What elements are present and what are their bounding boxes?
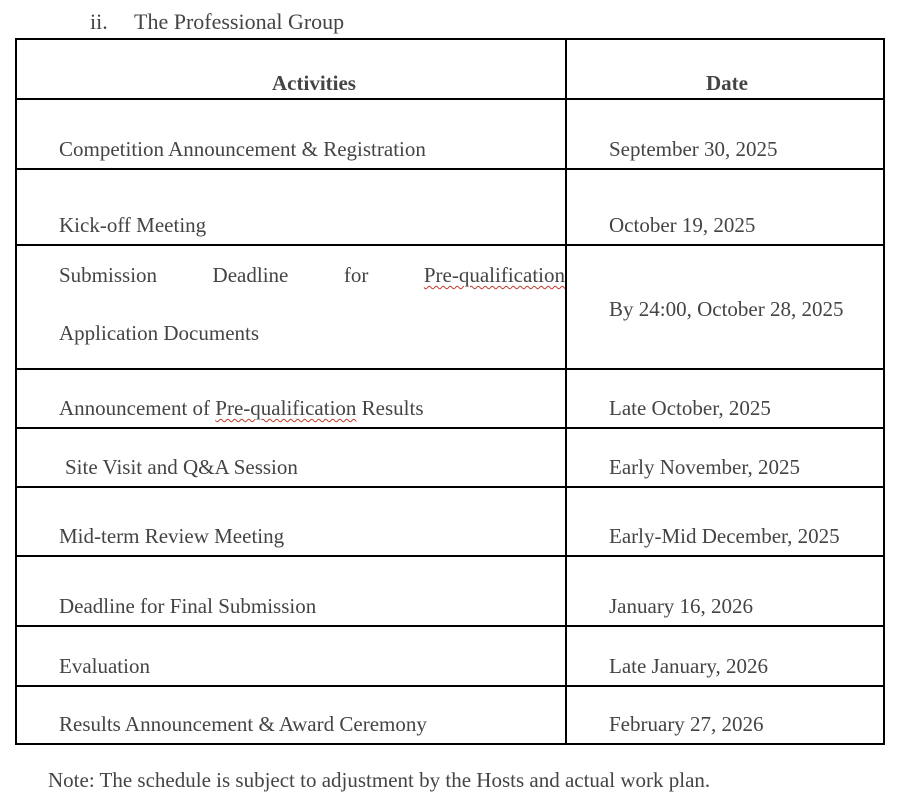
date-cell: Late January, 2026 <box>566 626 884 686</box>
activity-cell <box>16 245 566 369</box>
table-row <box>16 369 884 428</box>
activity-cell: Evaluation <box>16 626 566 686</box>
activity-cell: Mid-term Review Meeting <box>16 487 566 556</box>
date-cell: February 27, 2026 <box>566 686 884 744</box>
activity-cell <box>16 428 566 487</box>
activity-line-1 <box>59 246 565 304</box>
spellcheck-flagged-word: Pre-qualification <box>215 396 357 420</box>
table-row <box>16 626 884 686</box>
activity-line-2: Application Documents <box>59 321 260 345</box>
date-cell: September 30, 2025 <box>566 99 884 169</box>
activity-cell: Results Announcement & Award Ceremony <box>16 686 566 744</box>
spellcheck-flagged-word: Pre-qualification <box>423 263 565 287</box>
header-date: Date <box>566 39 884 99</box>
word: Submission <box>59 263 158 287</box>
date-cell: Early-Mid December, 2025 <box>566 487 884 556</box>
table-row <box>16 556 884 626</box>
table-row <box>16 487 884 556</box>
date-cell: Early November, 2025 <box>566 428 884 487</box>
word: for <box>343 263 369 287</box>
table-row <box>16 428 884 487</box>
activity-cell <box>16 369 566 428</box>
activity-cell: Kick-off Meeting <box>16 169 566 245</box>
table-row <box>16 99 884 169</box>
table-header-row <box>16 39 884 99</box>
date-cell: Late October, 2025 <box>566 369 884 428</box>
activity-cell: Deadline for Final Submission <box>16 556 566 626</box>
word: Deadline <box>212 263 289 287</box>
text: Announcement of <box>59 396 216 420</box>
section-heading <box>90 8 344 36</box>
schedule-table <box>15 38 885 745</box>
header-activities: Activities <box>16 39 566 99</box>
date-cell: By 24:00, October 28, 2025 <box>566 245 884 369</box>
table-row <box>16 686 884 744</box>
activity-cell: Competition Announcement & Registration <box>16 99 566 169</box>
text: Results <box>356 396 424 420</box>
date-cell: January 16, 2026 <box>566 556 884 626</box>
section-number: ii. <box>90 9 108 34</box>
table-row <box>16 245 884 369</box>
section-title: The Professional Group <box>134 9 345 34</box>
date-cell: October 19, 2025 <box>566 169 884 245</box>
table-row <box>16 169 884 245</box>
schedule-note: Note: The schedule is subject to adjustment by the Hosts and actual work plan. <box>48 768 711 792</box>
text: Site Visit and Q&A Session <box>65 455 298 479</box>
